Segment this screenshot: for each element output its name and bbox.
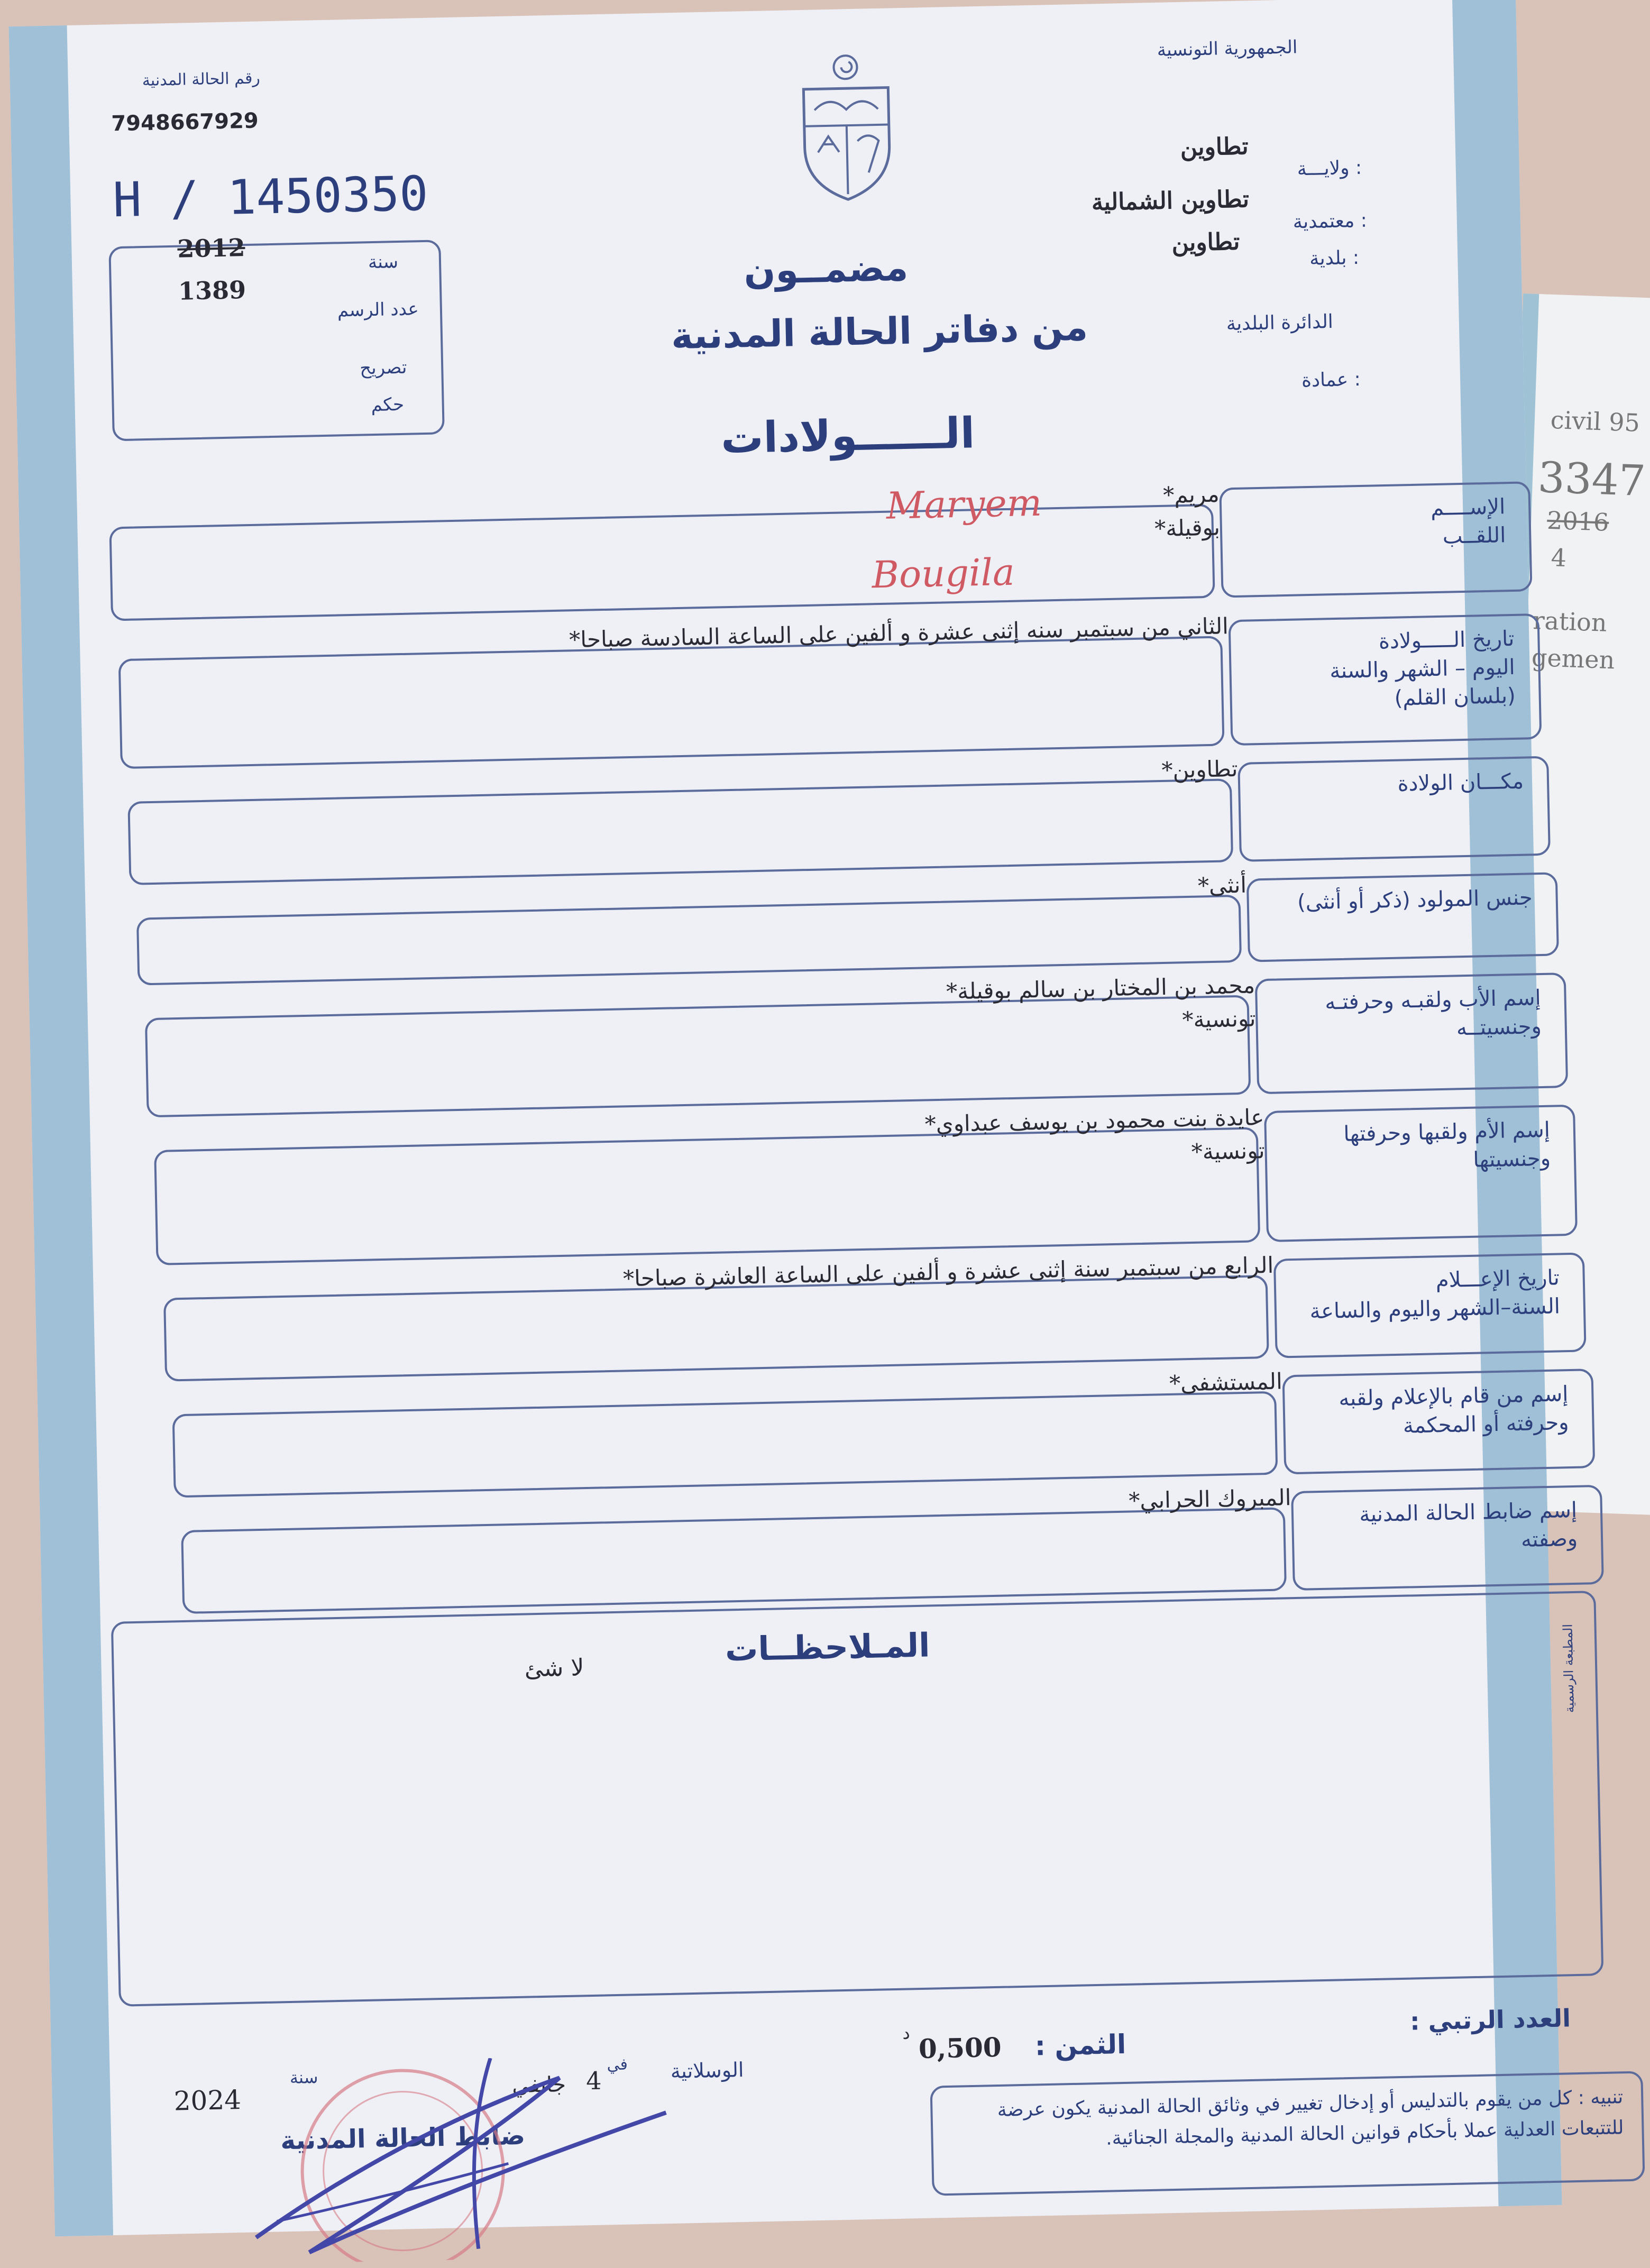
section-title: الــــــولادات <box>720 408 976 463</box>
issue-place: الوسلاتية <box>670 2058 744 2083</box>
issue-month: جانفي <box>511 2072 566 2098</box>
judgment-label: حكم <box>371 393 405 416</box>
municipality-value: تطاوين <box>1171 228 1240 257</box>
field-label: إسم الأم ولقبها وحرفتها وجنسيتها <box>1343 1117 1551 1172</box>
warning-text: تنبيه : كل من يقوم بالتدليس أو إدخال تغيير في وثائق الحالة المدنية يكون عرضة للتتبعات العدلية عملا بأحكام قوانين الحالة المدنية والمجلة الجنائية. <box>997 2086 1624 2150</box>
issue-day: 4 <box>585 2066 602 2096</box>
delegation-value: تطاوين الشمالية <box>1091 186 1250 216</box>
declaration-label: تصريح <box>359 356 407 379</box>
field-value: المستشفى* <box>1169 1368 1283 1397</box>
field-value: تطاوين* <box>1161 755 1238 783</box>
delegation-label: معتمدية : <box>1292 209 1368 233</box>
governorate-label: ولايـــة : <box>1297 157 1362 180</box>
official-stamp-and-signature <box>242 2053 722 2264</box>
field-value: محمد بن المختار بن سالم بوقيلة* تونسية* <box>946 972 1256 1033</box>
registry-number-label: رقم الحالة المدنية <box>142 69 261 90</box>
field-value: الثاني من سبتمبر سنه إثنى عشرة و ألفين على الساعة السادسة صباحا* <box>569 613 1229 653</box>
bg-text-2: 3347 <box>1537 453 1647 506</box>
field-label: إسم من قام بالإعلام ولقبه وحرفته أو المحكمة <box>1339 1382 1569 1438</box>
in-label: في <box>607 2055 628 2074</box>
printer-mark: المطبعة الرسمية <box>1560 1623 1577 1713</box>
officer-signature-label: ضابط الحالة المدنية <box>280 2120 526 2156</box>
doc-title-1: مضمــون <box>743 245 909 293</box>
bg-text-6: gemen <box>1531 642 1616 675</box>
doc-title-2: من دفاتر الحالة المدنية <box>671 305 1088 358</box>
bg-text-1: civil 95 <box>1550 405 1640 437</box>
year-label-footer: سنة <box>289 2067 318 2088</box>
notes-title: المـلاحظــات <box>725 1626 931 1669</box>
field-value: أنثى* <box>1197 871 1247 899</box>
issue-year: 2024 <box>173 2084 242 2117</box>
field-value: المبروك الحرابي* <box>1128 1484 1291 1514</box>
field-label: تاريخ الإعـــلام السنة–الشهر واليوم والساعة <box>1309 1265 1561 1324</box>
handwritten-first-name: Maryem <box>886 481 1042 528</box>
field-label: تاريخ الـــــولادة اليوم – الشهر والسنة (بلسان القلم) <box>1329 626 1516 711</box>
field-label: إسم الأب ولقبـه وحرفتـه وجنسيتــه <box>1324 986 1542 1041</box>
field-value: عايدة بنت محمود بن يوسف عبداوي* تونسية* <box>924 1104 1266 1165</box>
year-label: سنة <box>368 251 399 273</box>
field-label: مكـــان الولادة <box>1397 769 1524 796</box>
municipality-label: بلدية : <box>1309 246 1360 270</box>
record-year: 2012 <box>177 233 245 263</box>
field-value: الرابع من سبتمبر سنة إثنى عشرة و ألفين على الساعة العاشرة صباحا* <box>622 1252 1274 1292</box>
bg-text-4: 4 <box>1550 543 1568 573</box>
price-value: 0,500 <box>918 2031 1002 2065</box>
field-label: جنس المولود (ذكر أو أنثى) <box>1297 885 1533 915</box>
republic-label: الجمهورية التونسية <box>1157 36 1298 61</box>
tunisia-coat-of-arms-icon <box>792 50 901 206</box>
record-label: عدد الرسم <box>337 298 419 322</box>
price-unit: د <box>902 2023 911 2043</box>
record-number: 1389 <box>178 276 246 306</box>
omda-label: عمادة : <box>1301 368 1361 392</box>
registry-number: 7948667929 <box>111 108 259 136</box>
field-value: مريم* بوقيلة* <box>1154 481 1221 542</box>
serial-label: العدد الرتبي : <box>1409 2004 1571 2036</box>
price-label: الثمن : <box>1034 2028 1126 2062</box>
district-label: الدائرة البلدية <box>1226 310 1334 335</box>
field-label: الإســــم اللقــب <box>1430 494 1506 549</box>
handwritten-last-name: Bougila <box>871 550 1015 597</box>
bg-text-5: ration <box>1532 605 1608 637</box>
field-label: إسم ضابط الحالة المدنية وصفته <box>1359 1498 1578 1553</box>
bg-text-3: 2016 <box>1546 506 1610 537</box>
notes-value: لا شئ <box>524 1654 584 1683</box>
series-number: H / 1450350 <box>112 166 429 228</box>
governorate-value: تطاوين <box>1180 133 1249 161</box>
